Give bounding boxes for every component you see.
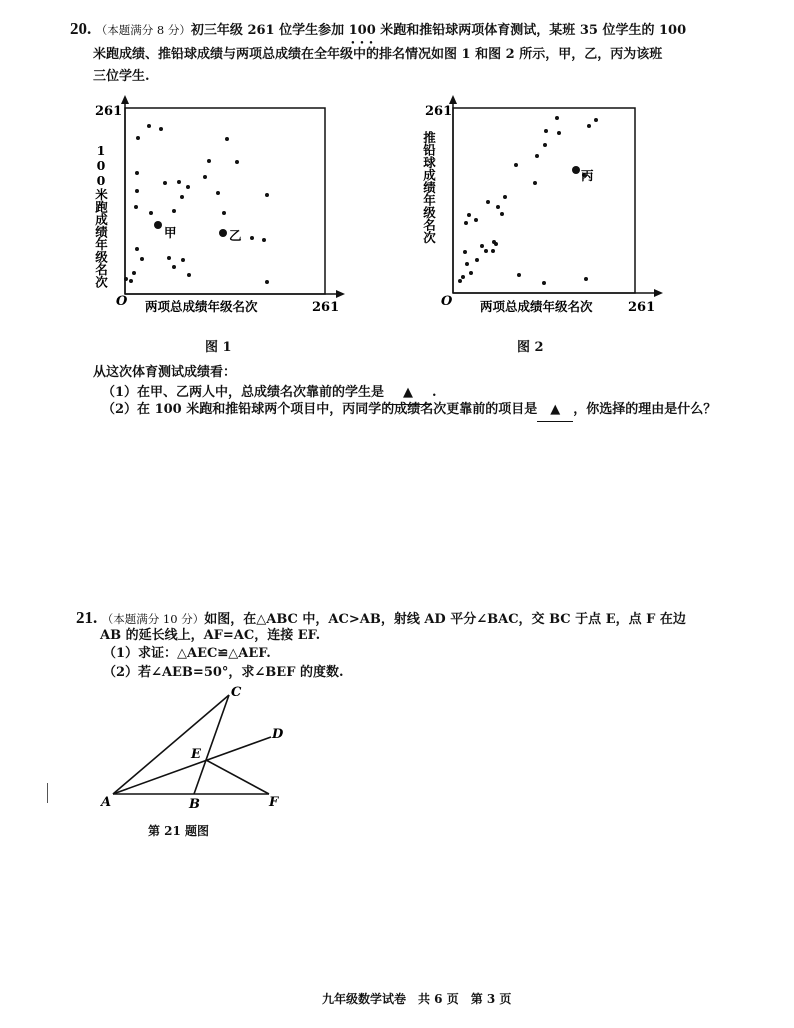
scatter-point xyxy=(594,118,598,122)
blank-mark-icon: ▲ xyxy=(403,385,414,400)
scatter-point xyxy=(124,277,128,281)
scatter-point xyxy=(203,175,207,179)
scatter-point xyxy=(503,195,507,199)
figure-2 xyxy=(420,95,680,325)
chart1-label-yi: 乙 xyxy=(229,228,242,243)
q20-intro-emph: 100 xyxy=(348,23,376,38)
page-footer: 九年级数学试卷 共 6 页 第 3 页 xyxy=(322,992,512,1006)
chart2-x-arrow xyxy=(654,289,663,297)
q20-lead: 从这次体育测试成绩看： xyxy=(93,365,237,380)
scatter-point xyxy=(544,129,548,133)
scatter-point xyxy=(517,273,521,277)
scatter-point xyxy=(135,189,139,193)
q20-part2 xyxy=(102,399,792,422)
chart1-y-arrow xyxy=(121,95,129,104)
scatter-point xyxy=(207,159,211,163)
q21-points: （本题满分 10 分） xyxy=(101,612,205,626)
chart2-y-arrow xyxy=(449,95,457,104)
blank-mark-icon: ▲ xyxy=(550,402,561,417)
scatter-point xyxy=(235,160,239,164)
label-C: C xyxy=(231,685,242,700)
chart1-point-yi xyxy=(219,229,227,237)
chart1-ylabel: 100米跑成绩年级名次 xyxy=(93,143,109,288)
scatter-point xyxy=(543,143,547,147)
scatter-point xyxy=(500,212,504,216)
scatter-point xyxy=(533,181,537,185)
chart2-caption: 图 2 xyxy=(517,340,544,355)
scatter-point xyxy=(147,124,151,128)
q21-part2: （2）若∠AEB=50°，求∠BEF 的度数. xyxy=(103,665,344,680)
chart1-point-jia xyxy=(154,221,162,229)
scatter-point xyxy=(486,200,490,204)
label-B: B xyxy=(189,797,200,812)
scatter-point xyxy=(135,171,139,175)
label-D: D xyxy=(272,727,284,742)
scatter-point xyxy=(262,238,266,242)
segment-EF xyxy=(206,760,269,794)
scatter-point xyxy=(159,127,163,131)
chart1-x-arrow xyxy=(336,290,345,298)
chart1-frame xyxy=(125,108,325,294)
q21-line2: AB 的延长线上，AF=AC，连接 EF. xyxy=(100,628,321,643)
scatter-point xyxy=(132,271,136,275)
scatter-point xyxy=(180,195,184,199)
label-E: E xyxy=(191,747,201,762)
chart2-ymax-label: 261 xyxy=(425,104,453,119)
scatter-point xyxy=(177,180,181,184)
scatter-point xyxy=(555,116,559,120)
scatter-point xyxy=(464,221,468,225)
q20-number: 20. xyxy=(70,19,92,38)
label-F: F xyxy=(269,795,279,810)
scatter-point xyxy=(480,244,484,248)
scatter-point xyxy=(492,240,496,244)
q20-part2-end: ，你选择的理由是什么？ xyxy=(573,402,717,417)
scatter-point xyxy=(181,258,185,262)
label-A: A xyxy=(101,795,112,810)
chart2-ylabel: 推铅球成绩年级名次 xyxy=(421,131,437,244)
chart1-caption: 图 1 xyxy=(205,340,232,355)
scatter-point xyxy=(140,257,144,261)
scan-mark xyxy=(47,783,48,803)
q20-line1 xyxy=(70,18,780,47)
q20-part1-end: . xyxy=(432,385,437,400)
q21-caption: 第 21 题图 xyxy=(148,824,210,838)
q20-intro-a: 初三年级 261 位学生参加 xyxy=(190,23,349,38)
scatter-point xyxy=(484,249,488,253)
scatter-point xyxy=(584,277,588,281)
scatter-point xyxy=(225,137,229,141)
q20-part2-blank[interactable] xyxy=(537,399,573,422)
chart2-xlabel: 两项总成绩年级名次 xyxy=(480,299,593,314)
scatter-point xyxy=(467,213,471,217)
scatter-point xyxy=(135,247,139,251)
chart1-xlabel: 两项总成绩年级名次 xyxy=(145,299,258,314)
scatter-point xyxy=(172,209,176,213)
geometry-figure xyxy=(95,680,295,820)
scatter-point xyxy=(491,249,495,253)
scatter-point xyxy=(163,181,167,185)
q21-number: 21. xyxy=(76,608,98,627)
figure-1 xyxy=(90,95,350,325)
q20-line2: 米跑成绩、推铅球成绩与两项总成绩在全年级中的排名情况如图 1 和图 2 所示，甲，乙，丙为该班 xyxy=(93,47,663,62)
q20-points: （本题满分 8 分） xyxy=(95,23,191,37)
chart2-dots xyxy=(458,116,598,285)
scatter-point xyxy=(514,163,518,167)
scatter-point xyxy=(557,131,561,135)
scatter-point xyxy=(542,281,546,285)
scatter-point xyxy=(465,262,469,266)
q20-intro-b: 米跑和推铅球两项体育测试，某班 35 位学生的 100 xyxy=(375,23,687,38)
q21-part1: （1）求证：△AEC≌△AEF. xyxy=(103,646,271,661)
chart1-ymax-label: 261 xyxy=(95,104,123,119)
scatter-point xyxy=(222,211,226,215)
chart2-label-bing: 丙 xyxy=(581,168,594,183)
scatter-point xyxy=(149,211,153,215)
scatter-point xyxy=(134,205,138,209)
scatter-point xyxy=(474,218,478,222)
scatter-point xyxy=(475,258,479,262)
scatter-point xyxy=(250,236,254,240)
chart2-frame xyxy=(453,108,635,293)
chart2-origin: O xyxy=(441,294,453,309)
q20-part2-text: （2）在 100 米跑和推铅球两个项目中，丙同学的成绩名次更靠前的项目是 xyxy=(102,402,538,417)
scatter-point xyxy=(496,205,500,209)
scatter-point xyxy=(535,154,539,158)
scatter-point xyxy=(129,279,133,283)
chart2-xmax-label: 261 xyxy=(628,300,656,315)
chart1-dots xyxy=(124,124,269,284)
scatter-point xyxy=(461,275,465,279)
q21-line1-text: 如图，在△ABC 中，AC>AB，射线 AD 平分∠BAC，交 BC 于点 E，点 F 在边 xyxy=(204,612,686,627)
chart2-point-bing xyxy=(572,166,580,174)
scatter-point xyxy=(265,280,269,284)
q20-part1-text: （1）在甲、乙两人中，总成绩名次靠前的学生是 xyxy=(102,385,385,400)
scatter-point xyxy=(167,256,171,260)
scatter-point xyxy=(172,265,176,269)
scatter-point xyxy=(463,250,467,254)
chart1-origin: O xyxy=(116,294,128,309)
scatter-point xyxy=(469,271,473,275)
ray-AD xyxy=(113,737,271,794)
scatter-point xyxy=(265,193,269,197)
scatter-point xyxy=(187,273,191,277)
scatter-point xyxy=(587,124,591,128)
scatter-point xyxy=(186,185,190,189)
chart1-label-jia: 甲 xyxy=(164,225,177,240)
q20-line3: 三位学生. xyxy=(93,69,150,84)
scatter-point xyxy=(458,279,462,283)
scatter-point xyxy=(216,191,220,195)
scatter-point xyxy=(136,136,140,140)
chart1-xmax-label: 261 xyxy=(312,300,340,315)
